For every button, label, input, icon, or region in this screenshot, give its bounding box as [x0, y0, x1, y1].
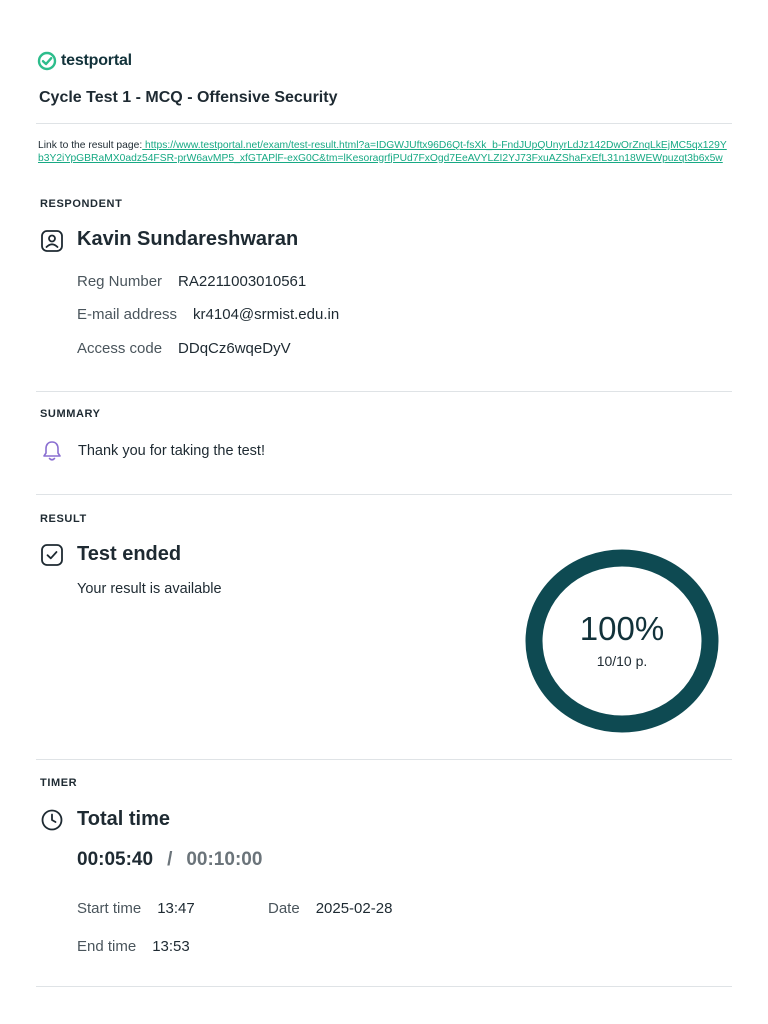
score-percent: 100%	[579, 610, 665, 647]
field-email	[77, 306, 339, 323]
testportal-logo	[37, 51, 132, 71]
result-link-block	[38, 140, 732, 165]
divider	[36, 391, 732, 392]
start-time-field	[77, 900, 195, 917]
summary-section-label: SUMMARY	[40, 408, 101, 420]
respondent-name: Kavin Sundareshwaran	[77, 228, 299, 250]
divider	[36, 986, 732, 987]
result-link-prefix: Link to the result page:	[38, 140, 143, 151]
field-value: DDqCz6wqeDyV	[178, 340, 291, 357]
field-label: Date	[268, 900, 300, 917]
field-access-code	[77, 340, 291, 357]
field-label: E-mail address	[77, 306, 178, 323]
logo-check-icon	[37, 51, 57, 71]
bell-icon	[40, 439, 64, 468]
result-title: Test ended	[77, 543, 182, 565]
field-value: 13:47	[157, 900, 195, 917]
timer-section-label: TIMER	[40, 777, 78, 789]
clock-icon	[40, 808, 64, 837]
field-label: Reg Number	[77, 273, 163, 290]
field-label: Access code	[77, 340, 163, 357]
field-label: End time	[77, 938, 137, 955]
divider	[36, 759, 732, 760]
field-value: RA2211003010561	[178, 273, 307, 290]
timer-title: Total time	[77, 808, 170, 830]
logo-wordmark: testportal	[61, 52, 132, 69]
user-badge-icon	[40, 229, 64, 258]
time-summary	[77, 849, 262, 871]
field-reg-number	[77, 273, 306, 290]
end-time-field	[77, 938, 190, 955]
field-value: 2025-02-28	[315, 900, 393, 917]
time-separator: /	[167, 849, 173, 870]
time-limit: 00:10:00	[186, 849, 263, 870]
summary-message: Thank you for taking the test!	[78, 443, 265, 459]
check-square-icon	[40, 543, 64, 572]
field-value: kr4104@srmist.edu.in	[193, 306, 340, 323]
date-field	[268, 900, 392, 917]
result-link[interactable]: https://www.testportal.net/exam/test-result.html?a=IDGWJUftx96D6Qt-fsXk_b-FndJUpQUnyrLdJz142DwOrZnqLkEjMC5qx129Yb3Y2iYpGBRaMX0adz54FSR-prW6avMP5_xfGTAPlF-exG0C&tm=lKesoragrfjPUd7FxOgd7EeAVYLZI2YJ73FxuAZShaFxEfL31n18WEWpuzqt3b6x5w	[38, 140, 727, 164]
result-subtitle: Your result is available	[77, 581, 222, 597]
field-label: Start time	[77, 900, 142, 917]
field-value: 13:53	[152, 938, 190, 955]
result-section-label: RESULT	[40, 513, 87, 525]
respondent-section-label: RESPONDENT	[40, 198, 123, 210]
divider	[36, 123, 732, 124]
page-title: Cycle Test 1 - MCQ - Offensive Security	[39, 89, 338, 106]
score-points: 10/10 p.	[596, 653, 648, 669]
time-used: 00:05:40	[77, 849, 154, 870]
divider	[36, 494, 732, 495]
